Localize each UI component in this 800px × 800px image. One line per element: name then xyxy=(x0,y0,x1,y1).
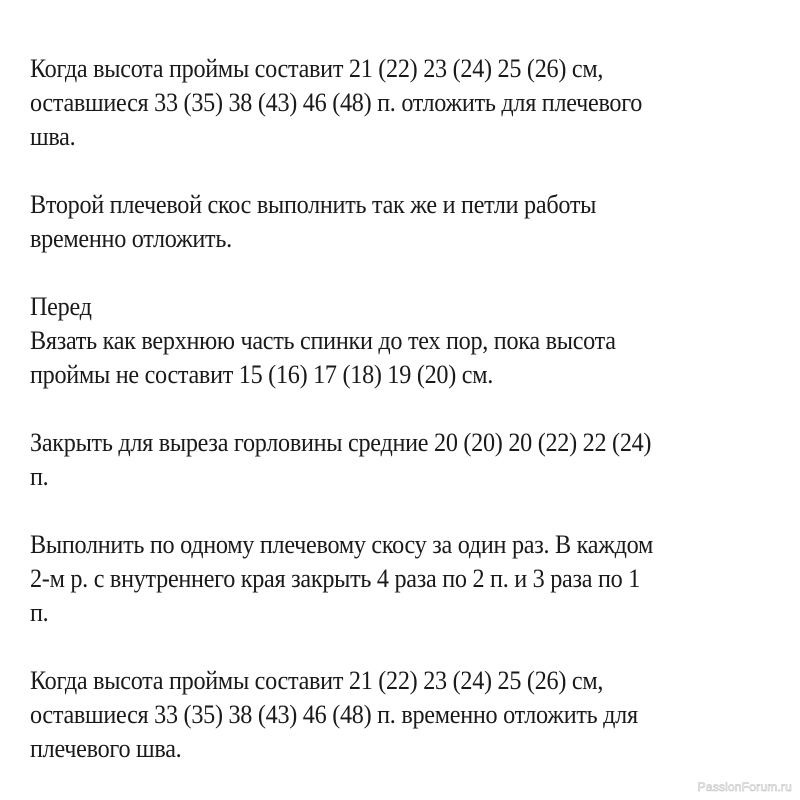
text-line: п. xyxy=(30,462,49,491)
text-line: оставшиеся 33 (35) 38 (43) 46 (48) п. временно отложить для xyxy=(30,700,638,729)
text-line: шва. xyxy=(30,122,76,151)
text-line: Второй плечевой скос выполнить так же и петли работы xyxy=(30,190,597,219)
text-line: Выполнить по одному плечевому скосу за один раз. В каждом xyxy=(30,530,654,559)
text-line: Закрыть для выреза горловины средние 20 (20) 20 (22) 22 (24) xyxy=(30,428,652,457)
document-body xyxy=(30,52,790,766)
watermark: PassionForum.ru xyxy=(697,780,792,794)
text-line: Когда высота проймы составит 21 (22) 23 (24) 25 (26) см, xyxy=(30,54,604,83)
section-heading-front: Перед xyxy=(30,292,92,321)
text-line: Когда высота проймы составит 21 (22) 23 (24) 25 (26) см, xyxy=(30,666,604,695)
text-line: Вязать как верхнюю часть спинки до тех пор, пока высота xyxy=(30,326,616,355)
paragraph-shoulder-slope xyxy=(30,528,790,630)
paragraph-neckline xyxy=(30,426,790,494)
paragraph-front xyxy=(30,290,790,392)
paragraph-second-shoulder xyxy=(30,188,790,256)
paragraph-armhole-back xyxy=(30,52,790,154)
text-line: проймы не составит 15 (16) 17 (18) 19 (20) см. xyxy=(30,360,494,389)
text-line: 2-м р. с внутреннего края закрыть 4 раза по 2 п. и 3 раза по 1 xyxy=(30,564,641,593)
paragraph-armhole-front xyxy=(30,664,790,766)
text-line: плечевого шва. xyxy=(30,734,182,763)
text-line: временно отложить. xyxy=(30,224,232,253)
text-line: п. xyxy=(30,598,49,627)
text-line: оставшиеся 33 (35) 38 (43) 46 (48) п. отложить для плечевого xyxy=(30,88,643,117)
